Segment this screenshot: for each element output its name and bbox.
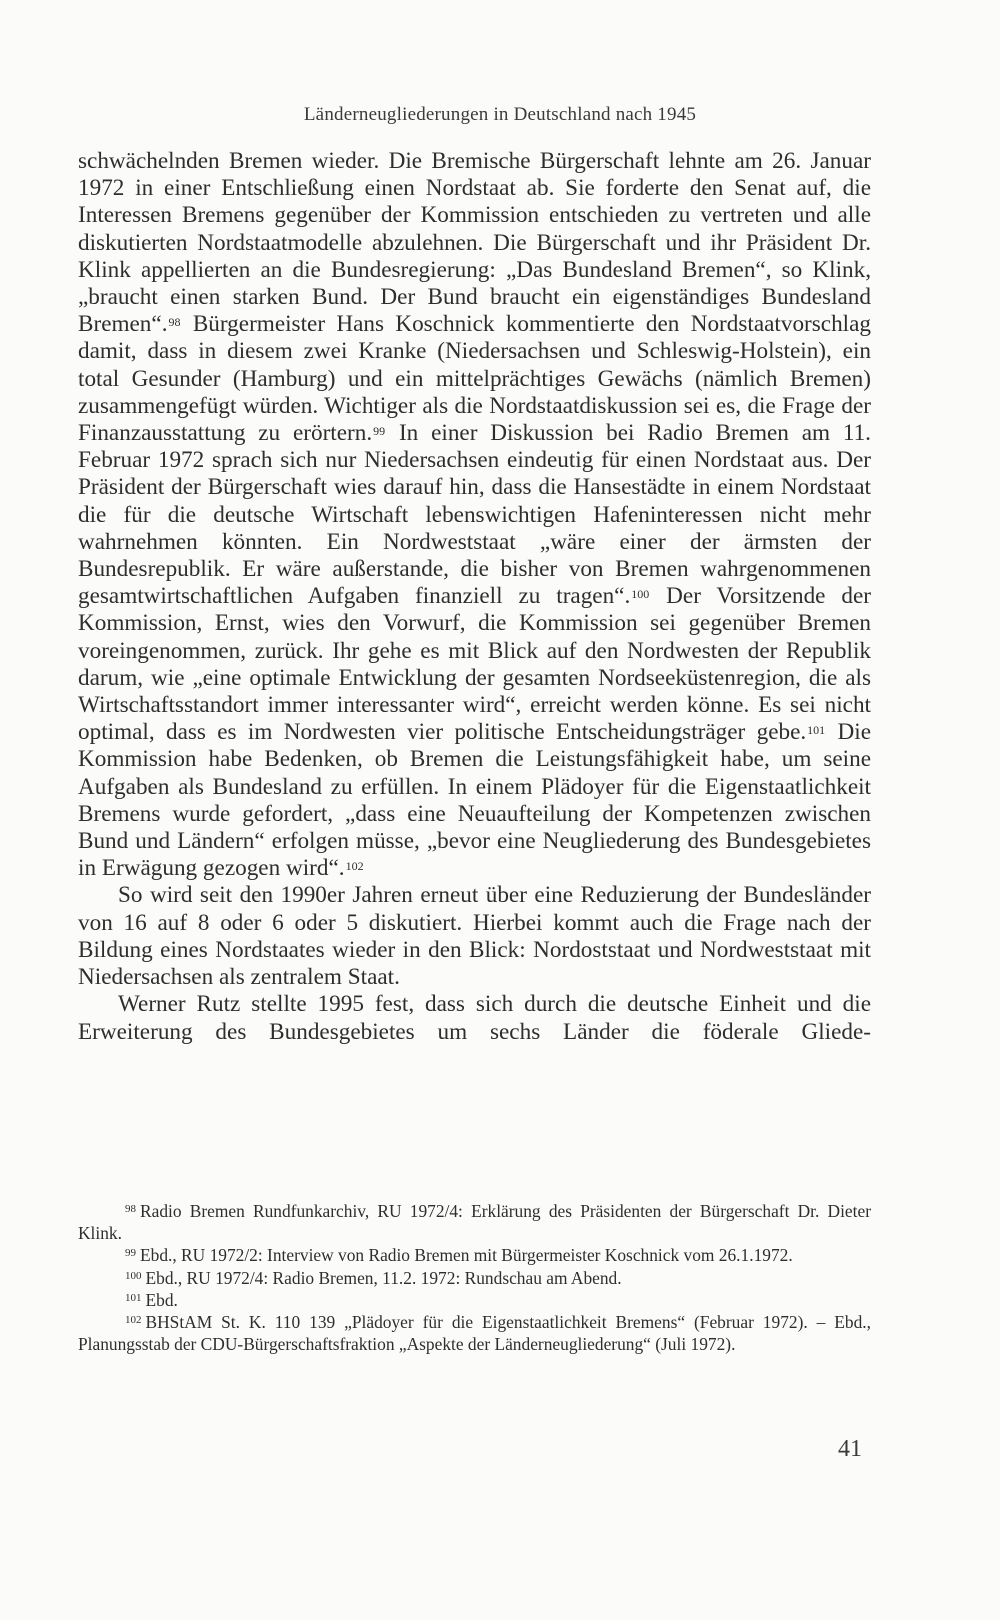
page-number: 41	[838, 1436, 862, 1462]
footnote-ref: 99	[373, 424, 386, 439]
paragraph-3	[78, 991, 871, 1073]
footnote	[78, 1289, 871, 1311]
paragraph-1	[78, 148, 871, 882]
footnote	[78, 1200, 871, 1244]
text-segment: Die Kommission habe Bedenken, ob Bremen die Leistungsfähigkeit habe, um seine Aufgaben als Bundesland zu erfüllen. In einem Plädoyer für die Eigenstaatlichkeit Bremens wurde gefordert, „dass eine Neuaufteilung der Kompetenzen zwischen Bund und Ländern“ erfolgen müsse, „bevor eine Neugliederung des Bundesgebietes in Erwägung gezogen wird“.	[78, 719, 871, 882]
footnote	[78, 1311, 871, 1355]
footnote-number: 102	[125, 1314, 142, 1327]
footnote-text: Ebd., RU 1972/2: Interview von Radio Bremen mit Bürgermeister Koschnick vom 26.1.1972.	[140, 1245, 793, 1266]
footnote-ref: 98	[168, 315, 181, 330]
text-segment: Bürgermeister Hans Koschnick kommentierte den Nordstaatvorschlag damit, dass in diesem zwei Kranke (Niedersachsen und Schleswig-Holstein), ein total Gesunder (Hamburg) und ein mittelprächtiges Gewächs (nämlich Bremen) zusammengefügt würden. Wichtiger als die Nordstaatdiskussion sei es, die Frage der Finanzausstattung zu erörtern.	[78, 311, 871, 447]
text-segment: In einer Diskussion bei Radio Bremen am 11. Februar 1972 sprach sich nur Niedersachsen eindeutig für einen Nordstaat aus. Der Präsident der Bürgerschaft wies darauf hin, dass die Hansestädte in einem Nordstaat die für die deutsche Wirtschaft lebenswichtigen Hafeninteressen nicht mehr wahrnehmen könnten. Ein Nordweststaat „wäre einer der ärmsten der Bundesrepublik. Er wäre außerstande, die bisher von Bremen wahrgenommenen gesamtwirtschaftlichen Aufgaben finanziell zu tragen“.	[78, 420, 871, 610]
footnote-ref: 101	[807, 723, 826, 738]
text-segment: Werner Rutz stellte 1995 fest, dass sich durch die deutsche Einheit und die Erweiterung des Bundesgebietes um sechs Länder die föderale Gliede-	[78, 991, 871, 1045]
footnote-text: Ebd.	[145, 1289, 178, 1310]
footnote-ref: 100	[631, 587, 650, 602]
footnote-number: 100	[125, 1269, 142, 1282]
footnote-text: Radio Bremen Rundfunkarchiv, RU 1972/4: Erklärung des Präsidenten der Bürgerschaft Dr. Dieter Klink.	[78, 1201, 871, 1244]
footnote-number: 99	[125, 1247, 136, 1260]
running-head: Länderneugliederungen in Deutschland nach 1945	[303, 104, 697, 125]
text-segment: schwächelnden Bremen wieder. Die Bremische Bürgerschaft lehnte am 26. Januar 1972 in einer Entschließung einen Nordstaat ab. Sie forderte den Senat auf, die Interessen Bremens gegenüber der Kommission entschieden zu vertreten und alle diskutierten Nordstaatmodelle abzulehnen. Die Bürgerschaft und ihr Präsident Dr. Klink appellierten an die Bundesregierung: „Das Bundesland Bremen“, so Klink, „braucht einen starken Bund. Der Bund braucht ein eigenständiges Bundesland Bremen“.	[78, 148, 871, 338]
footnote	[78, 1244, 871, 1266]
footnote-number: 98	[125, 1203, 136, 1215]
text-segment: Der Vorsitzende der Kommission, Ernst, wies den Vorwurf, die Kommission sei gegenüber Bremen voreingenommen, zurück. Ihr gehe es mit Blick auf den Nordwesten der Republik darum, wie „eine optimale Entwicklung der gesamten Nordseeküstenregion, die als Wirtschaftsstandort immer interessanter wird“, erreicht werden könne. Es sei nicht optimal, dass es im Nordwesten vier politische Entscheidungsträger gebe.	[78, 583, 871, 746]
footnote-number: 101	[125, 1291, 142, 1304]
footnote	[78, 1267, 871, 1289]
paragraph-2	[78, 882, 871, 991]
footnotes	[78, 1200, 871, 1355]
text-segment: So wird seit den 1990er Jahren erneut über eine Reduzierung der Bundesländer von 16 auf 8 oder 6 oder 5 diskutiert. Hierbei kommt auch die Frage nach der Bildung eines Nordstaates wieder in den Blick: Nordoststaat und Nordweststaat mit Niedersachsen als zentralem Staat.	[78, 882, 871, 991]
footnote-ref: 102	[345, 859, 364, 874]
body-text	[78, 148, 871, 1073]
footnote-text: BHStAM St. K. 110 139 „Plädoyer für die Eigenstaatlichkeit Bremens“ (Februar 1972). – Ebd., Planungsstab der CDU-Bürgerschaftsfraktion „Aspekte der Länderneugliederung“ (Juli 1972).	[78, 1312, 871, 1355]
footnote-text: Ebd., RU 1972/4: Radio Bremen, 11.2. 1972: Rundschau am Abend.	[145, 1267, 622, 1288]
